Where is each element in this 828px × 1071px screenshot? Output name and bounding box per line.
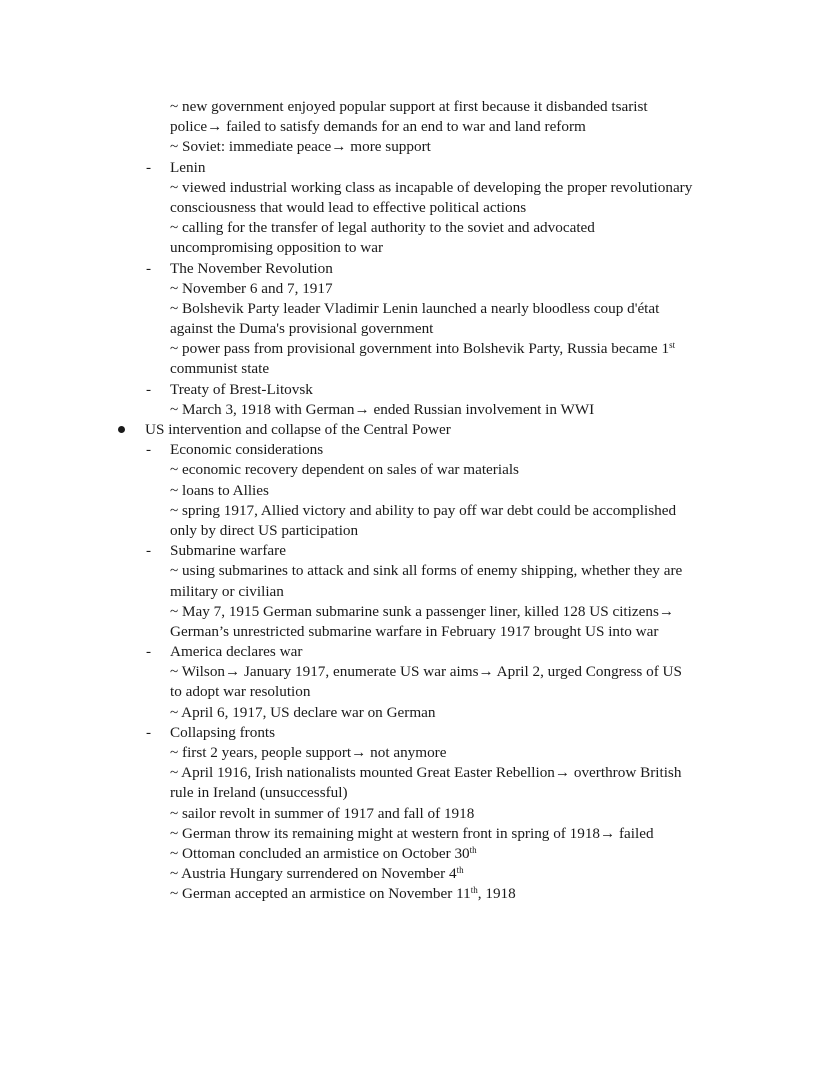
note-line: ~ German throw its remaining might at western front in spring of 1918→ failed — [170, 824, 654, 842]
note-line: police→ failed to satisfy demands for an end to war and land reform — [170, 118, 586, 136]
note-line: ~ German accepted an armistice on November 11th, 1918 — [170, 885, 516, 903]
note-line: ~ new government enjoyed popular support at first because it disbanded tsarist — [170, 98, 648, 115]
note-line: German’s unrestricted submarine warfare in February 1917 brought US into war — [170, 622, 659, 640]
note-line: ~ using submarines to attack and sink all forms of enemy shipping, whether they are — [170, 562, 683, 580]
note-line: ~ spring 1917, Allied victory and ability to pay off war debt could be accomplished — [170, 501, 677, 519]
note-line: ~ Wilson→ January 1917, enumerate US war aims→ April 2, urged Congress of US — [170, 663, 682, 681]
note-line: to adopt war resolution — [170, 683, 311, 701]
note-line: ~ calling for the transfer of legal authority to the soviet and advocated — [170, 219, 595, 237]
note-line: ~ Bolshevik Party leader Vladimir Lenin launched a nearly bloodless coup d'état — [170, 299, 660, 317]
note-line: ~ April 1916, Irish nationalists mounted Great Easter Rebellion→ overthrow British — [170, 764, 682, 782]
note-line: ~ loans to Allies — [170, 481, 269, 499]
note-line: only by direct US participation — [170, 521, 359, 539]
note-line: rule in Ireland (unsuccessful) — [170, 784, 348, 802]
subheading-collapsing-fronts: - Collapsing fronts — [0, 723, 828, 743]
subheading-november-revolution: - The November Revolution — [0, 259, 828, 279]
note-line: ~ Soviet: immediate peace→ more support — [170, 138, 431, 156]
subheading-treaty: - Treaty of Brest-Litovsk — [0, 380, 828, 400]
dash-bullet: - — [146, 723, 152, 741]
dash-bullet: - — [146, 441, 152, 459]
note-line: ~ Austria Hungary surrendered on November 4th — [170, 865, 464, 883]
heading-us-intervention: US intervention and collapse of the Central Power — [0, 420, 828, 440]
subheading-economic: - Economic considerations — [0, 440, 828, 460]
dash-bullet: - — [146, 380, 152, 398]
subheading-lenin: - Lenin — [0, 158, 828, 178]
note-line: ~ April 6, 1917, US declare war on German — [170, 703, 436, 721]
note-line: ~ Ottoman concluded an armistice on October 30th — [170, 844, 477, 862]
dash-bullet: - — [146, 259, 152, 277]
dash-bullet: - — [146, 542, 152, 560]
note-line: military or civilian — [170, 582, 284, 600]
note-line: consciousness that would lead to effective political actions — [170, 198, 527, 216]
dash-bullet: - — [146, 158, 152, 176]
superscript: th — [470, 885, 478, 896]
subheading-america-declares: - America declares war — [0, 642, 828, 662]
note-line: against the Duma's provisional government — [170, 320, 434, 338]
dash-bullet: - — [146, 643, 152, 661]
superscript: st — [669, 340, 676, 351]
superscript: th — [469, 844, 477, 855]
note-line: ~ economic recovery dependent on sales of war materials — [170, 461, 519, 479]
note-line: ~ May 7, 1915 German submarine sunk a passenger liner, killed 128 US citizens→ — [170, 602, 675, 620]
note-line: ~ viewed industrial working class as incapable of developing the proper revolutionary — [170, 178, 693, 196]
subheading-submarine: - Submarine warfare — [0, 541, 828, 561]
note-line: ~ November 6 and 7, 1917 — [170, 279, 333, 297]
note-line: communist state — [170, 360, 270, 378]
note-line: ~ power pass from provisional government into Bolshevik Party, Russia became 1st — [170, 340, 676, 358]
bullet-dot-icon — [118, 426, 125, 433]
note-line: uncompromising opposition to war — [170, 239, 384, 257]
note-line: ~ March 3, 1918 with German→ ended Russian involvement in WWI — [170, 400, 595, 418]
notes-body — [0, 97, 828, 905]
note-line: ~ first 2 years, people support→ not anymore — [170, 744, 447, 761]
note-line: ~ sailor revolt in summer of 1917 and fall of 1918 — [170, 804, 475, 822]
superscript: th — [456, 865, 464, 876]
